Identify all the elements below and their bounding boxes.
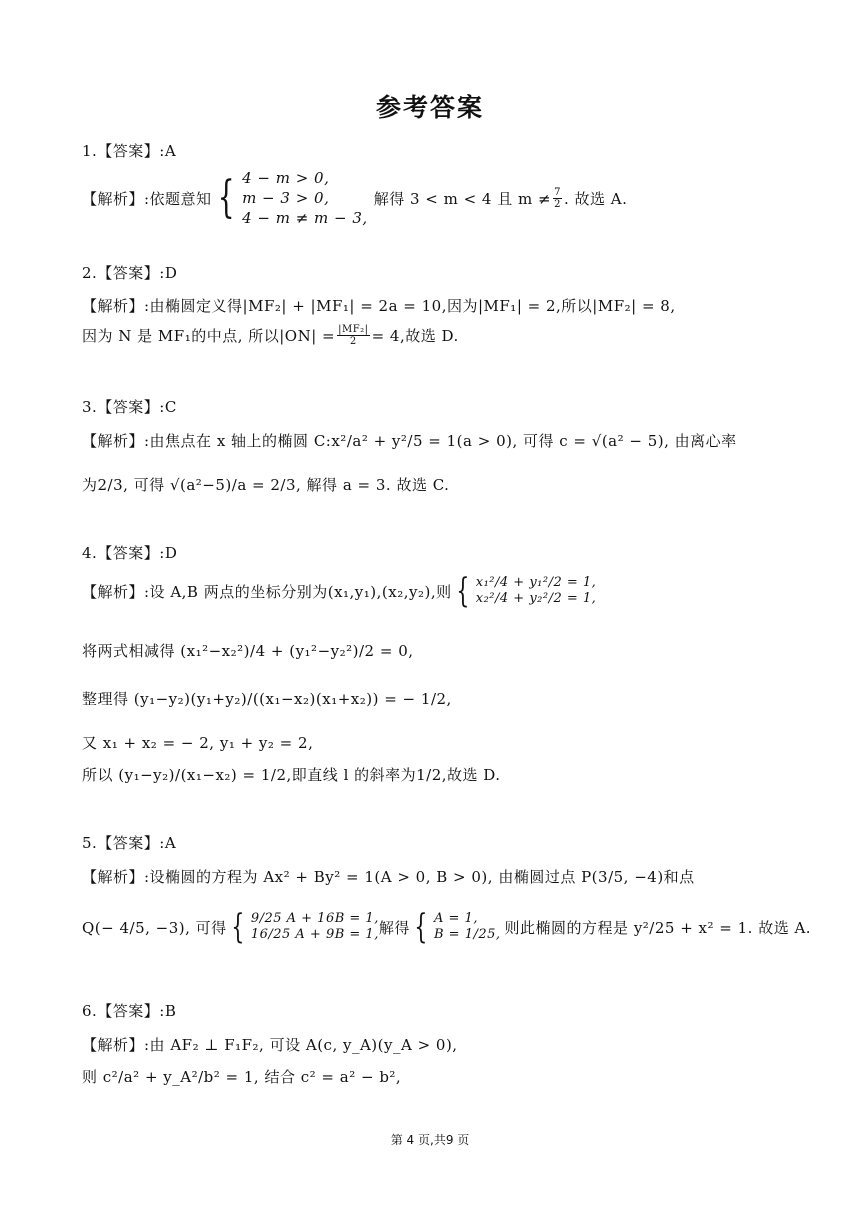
q5-system-2-rows	[434, 911, 501, 943]
q5-sys1-row: 9/25 A + 16B = 1,	[250, 911, 379, 926]
q5-sys2-row: A = 1,	[434, 911, 478, 926]
q4-answer: 4.【答案】:D	[82, 544, 178, 562]
q4-system-rows	[476, 575, 597, 607]
q1-fraction	[553, 187, 562, 210]
q4-system	[452, 571, 597, 611]
q6-line1: 【解析】:由 AF₂ ⊥ F₁F₂, 可设 A(c, y_A)(y_A > 0),	[82, 1036, 458, 1054]
q5-answer: 5.【答案】:A	[82, 834, 177, 852]
q3-answer: 3.【答案】:C	[82, 398, 177, 416]
q2-line2b: = 4,故选 D.	[371, 327, 459, 345]
q4-line3: 整理得 (y₁−y₂)(y₁+y₂)/((x₁−x₂)(x₁+x₂)) = − 1/2,	[82, 690, 452, 708]
q5-sys1-row: 16/25 A + 9B = 1,	[250, 927, 379, 942]
q4-line2: 将两式相减得 (x₁²−x₂²)/4 + (y₁²−y₂²)/2 = 0,	[82, 642, 414, 660]
brace-icon: {	[414, 907, 428, 947]
q3-line1: 【解析】:由焦点在 x 轴上的椭圆 C:x²/a² + y²/5 = 1(a > 0), 可得 c = √(a² − 5), 由离心率	[82, 432, 737, 450]
q2-answer: 2.【答案】:D	[82, 264, 178, 282]
q1-answer: 1.【答案】:A	[82, 142, 177, 160]
q1-sys-row: 4 − m ≠ m − 3,	[242, 209, 368, 227]
q4-line4: 又 x₁ + x₂ = − 2, y₁ + y₂ = 2,	[82, 734, 314, 752]
q2-line2	[82, 324, 459, 347]
page-footer: 第 4 页,共9 页	[390, 1133, 470, 1147]
frac-num: |MF₂|	[338, 324, 369, 335]
q2-fraction	[337, 324, 369, 347]
q1-rest-b: . 故选 A.	[563, 189, 628, 208]
brace-icon: {	[217, 172, 235, 223]
brace-icon: {	[231, 907, 245, 947]
q4-sys-row: x₂²/4 + y₂²/2 = 1,	[475, 591, 597, 606]
q4-line1	[82, 571, 597, 611]
frac-den: 2	[554, 198, 561, 210]
q1-sys-row: m − 3 > 0,	[242, 189, 330, 207]
q1-system-rows	[242, 168, 368, 228]
q2-line1: 【解析】:由椭圆定义得|MF₂| + |MF₁| = 2a = 10,因为|MF₁| = 2,所以|MF₂| = 8,	[82, 297, 676, 315]
frac-den: 2	[349, 336, 357, 347]
q3-line2: 为2/3, 可得 √(a²−5)/a = 2/3, 解得 a = 3. 故选 C.	[82, 476, 450, 494]
page-title: 参考答案	[375, 93, 484, 122]
brace-icon: {	[456, 571, 470, 611]
q6-line2: 则 c²/a² + y_A²/b² = 1, 结合 c² = a² − b²,	[82, 1068, 402, 1086]
q4-sys-row: x₁²/4 + y₁²/2 = 1,	[475, 575, 597, 590]
q5-line2a: Q(− 4/5, −3), 可得	[82, 918, 227, 937]
q5-line1: 【解析】:设椭圆的方程为 Ax² + By² = 1(A > 0, B > 0), 由椭圆过点 P(3/5, −4)和点	[82, 868, 695, 886]
q1-prefix: 【解析】:依题意知	[82, 189, 212, 208]
q5-line2c: 则此椭圆的方程是 y²/25 + x² = 1. 故选 A.	[504, 918, 812, 937]
frac-num: 7	[554, 186, 561, 198]
q6-answer: 6.【答案】:B	[82, 1002, 177, 1020]
q5-line2b: 解得	[378, 918, 410, 937]
q5-system-1	[227, 907, 379, 947]
q1-rest-a: 解得 3 < m < 4 且 m ≠	[373, 189, 552, 208]
q1-sys-row: 4 − m > 0,	[242, 169, 330, 187]
q1-analysis	[82, 168, 627, 228]
q2-line2a: 因为 N 是 MF₁的中点, 所以|ON| =	[82, 327, 336, 345]
q5-sys2-row: B = 1/25,	[434, 927, 501, 942]
q5-line2	[82, 907, 812, 947]
q1-system	[212, 168, 368, 228]
q4-line5: 所以 (y₁−y₂)/(x₁−x₂) = 1/2,即直线 l 的斜率为1/2,故选 D.	[82, 766, 501, 784]
q4-line1-text: 【解析】:设 A,B 两点的坐标分别为(x₁,y₁),(x₂,y₂),则	[82, 582, 452, 601]
q5-system-2	[410, 907, 501, 947]
q5-system-1-rows	[251, 911, 379, 943]
